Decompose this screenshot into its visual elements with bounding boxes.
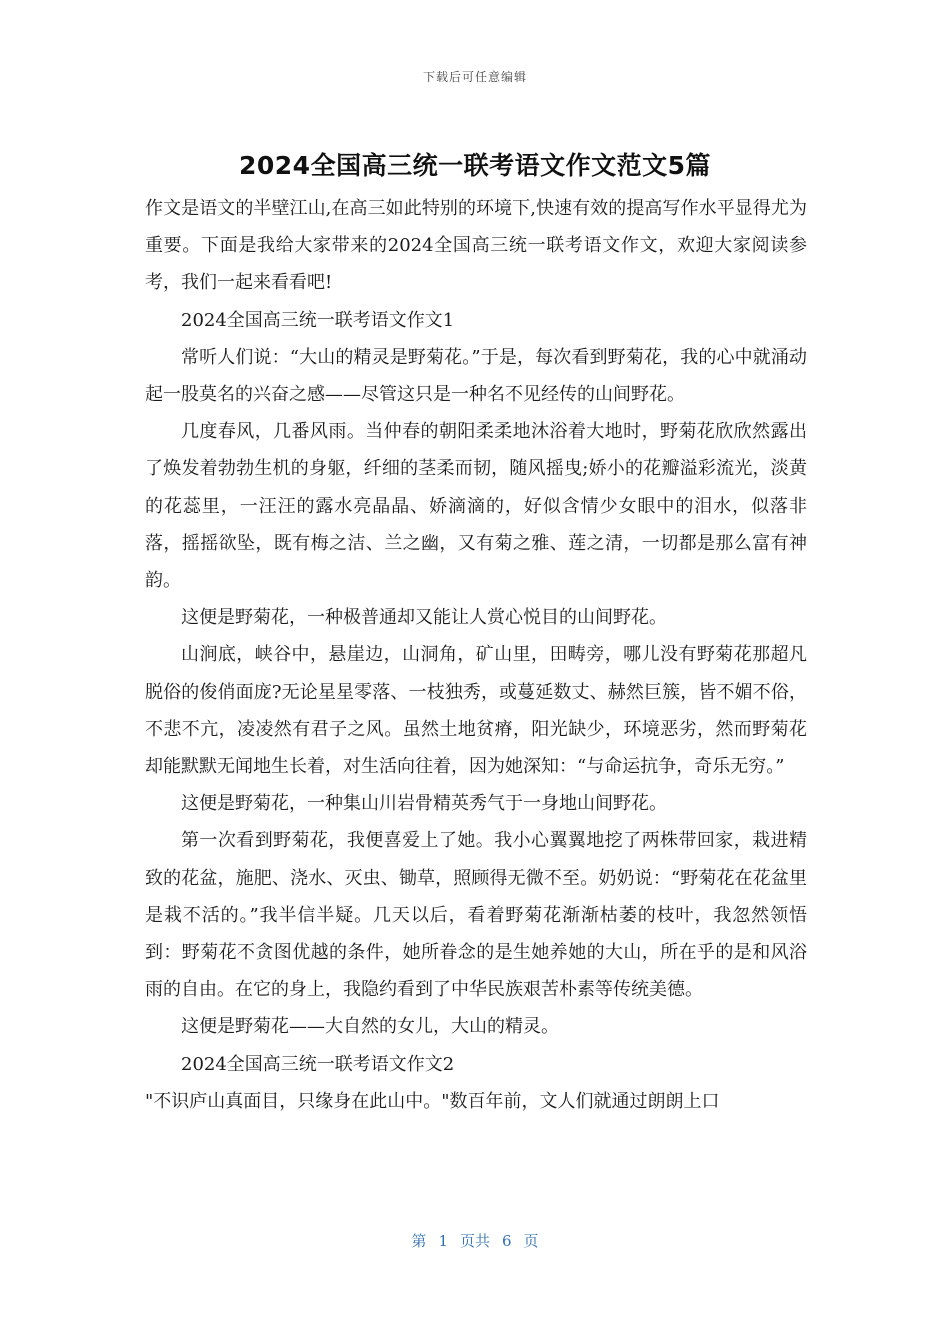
footer-total-pages: 6 bbox=[502, 1232, 512, 1250]
intro-paragraph: 作文是语文的半壁江山,在高三如此特别的环境下,快速有效的提高写作水平显得尤为重要。下面是我给大家带来的2024全国高三统一联考语文作文，欢迎大家阅读参考，我们一起来看看吧! bbox=[145, 198, 807, 294]
footer-current-page: 1 bbox=[438, 1232, 448, 1250]
section-heading-2: 2024全国高三统一联考语文作文2 bbox=[181, 1053, 455, 1075]
document-body bbox=[145, 190, 807, 1120]
body-paragraph: "不识庐山真面目，只缘身在此山中。"数百年前，文人们就通过朗朗上口 bbox=[145, 1090, 720, 1112]
body-paragraph: 几度春风，几番风雨。当仲春的朝阳柔柔地沐浴着大地时，野菊花欣欣然露出了焕发着勃勃生机的身躯，纤细的茎柔而韧，随风摇曳;娇小的花瓣溢彩流光，淡黄的花蕊里，一汪汪的露水亮晶晶、娇滴滴的，好似含情少女眼中的泪水，似落非落，摇摇欲坠，既有梅之洁、兰之幽，又有菊之雅、莲之清，一切都是那么富有神韵。 bbox=[145, 421, 807, 592]
footer-suffix: 页 bbox=[523, 1232, 539, 1250]
body-paragraph: 这便是野菊花，一种极普通却又能让人赏心悦目的山间野花。 bbox=[181, 607, 667, 629]
body-paragraph: 第一次看到野菊花，我便喜爱上了她。我小心翼翼地挖了两株带回家，栽进精致的花盆，施肥、浇水、灭虫、锄草，照顾得无微不至。奶奶说：“野菊花在花盆里是栽不活的。”我半信半疑。几天以后，看着野菊花渐渐枯萎的枝叶，我忽然领悟到：野菊花不贪图优越的条件，她所眷念的是生她养她的大山，所在乎的是和风浴雨的自由。在它的身上，我隐约看到了中华民族艰苦朴素等传统美德。 bbox=[145, 830, 807, 1001]
body-paragraph: 山涧底，峡谷中，悬崖边，山洞角，矿山里，田畴旁，哪儿没有野菊花那超凡脱俗的俊俏面庞?无论星星零落、一枝独秀，或蔓延数丈、赫然巨簇，皆不媚不俗，不悲不亢，凌凌然有君子之风。虽然土地贫瘠，阳光缺少，环境恶劣，然而野菊花却能默默无闻地生长着，对生活向往着，因为她深知：“与命运抗争，奇乐无穷。” bbox=[145, 644, 807, 778]
footer-prefix: 第 bbox=[411, 1232, 427, 1250]
body-paragraph: 常听人们说：“大山的精灵是野菊花。”于是，每次看到野菊花，我的心中就涌动起一股莫名的兴奋之感——尽管这只是一种名不见经传的山间野花。 bbox=[145, 346, 807, 406]
footer-middle: 页共 bbox=[459, 1232, 490, 1250]
body-paragraph: 这便是野菊花——大自然的女儿，大山的精灵。 bbox=[181, 1016, 559, 1038]
page-number-footer bbox=[0, 1230, 950, 1251]
document-title: 2024全国高三统一联考语文作文范文5篇 bbox=[239, 151, 711, 180]
page-header-note: 下载后可任意编辑 bbox=[422, 70, 527, 84]
body-paragraph: 这便是野菊花，一种集山川岩骨精英秀气于一身地山间野花。 bbox=[181, 793, 667, 815]
section-heading-1: 2024全国高三统一联考语文作文1 bbox=[181, 309, 455, 331]
